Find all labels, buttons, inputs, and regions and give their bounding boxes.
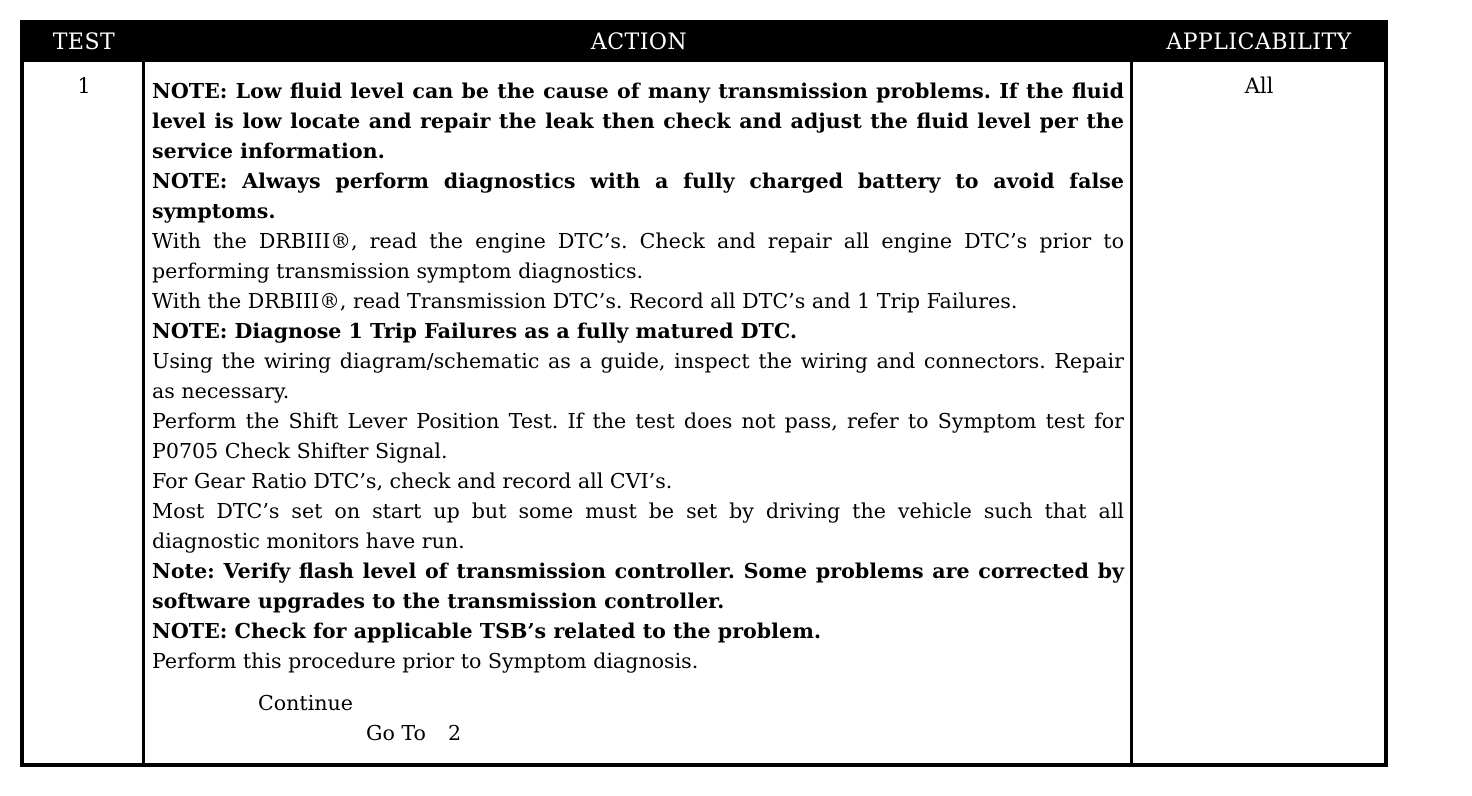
action-line: With the DRBIII®, read the engine DTC’s. Check and repair all engine DTC’s prior to performing transmission symptom diagnostics. <box>152 229 1124 283</box>
action-line: For Gear Ratio DTC’s, check and record all CVI’s. <box>152 469 673 493</box>
column-divider-applicability <box>1130 62 1133 763</box>
diagnostic-table <box>20 20 1388 767</box>
goto-label: Go To <box>366 721 426 745</box>
test-number: 1 <box>77 74 91 98</box>
action-line: Perform this procedure prior to Symptom diagnosis. <box>152 649 699 673</box>
action-line: Using the wiring diagram/schematic as a guide, inspect the wiring and connectors. Repair as necessary. <box>152 349 1124 403</box>
goto-line <box>152 718 1124 748</box>
action-line: Most DTC’s set on start up but some must be set by driving the vehicle such that all diagnostic monitors have run. <box>152 499 1124 553</box>
action-line: With the DRBIII®, read Transmission DTC’s. Record all DTC’s and 1 Trip Failures. <box>152 289 1018 313</box>
applicability-value: All <box>1244 74 1274 98</box>
continue-label: Continue <box>258 691 353 715</box>
header-test: TEST <box>52 30 116 55</box>
action-line: Note: Verify flash level of transmission controller. Some problems are corrected by software upgrades to the transmission controller. <box>152 559 1124 613</box>
column-divider-test <box>142 62 145 763</box>
action-cell <box>152 76 1124 748</box>
table-header-row <box>24 24 1384 62</box>
header-action: ACTION <box>590 30 688 55</box>
action-line: NOTE: Check for applicable TSB’s related to the problem. <box>152 619 822 643</box>
action-line: Perform the Shift Lever Position Test. If the test does not pass, refer to Symptom test for P0705 Check Shifter Signal. <box>152 409 1124 463</box>
action-line: NOTE: Always perform diagnostics with a fully charged battery to avoid false symptoms. <box>152 169 1124 223</box>
action-line: NOTE: Low fluid level can be the cause of many transmission problems. If the fluid level is low locate and repair the leak then check and adjust the fluid level per the service information. <box>152 79 1124 163</box>
action-line: NOTE: Diagnose 1 Trip Failures as a fully matured DTC. <box>152 319 798 343</box>
header-applicability: APPLICABILITY <box>1166 30 1352 55</box>
goto-target: 2 <box>447 721 462 745</box>
